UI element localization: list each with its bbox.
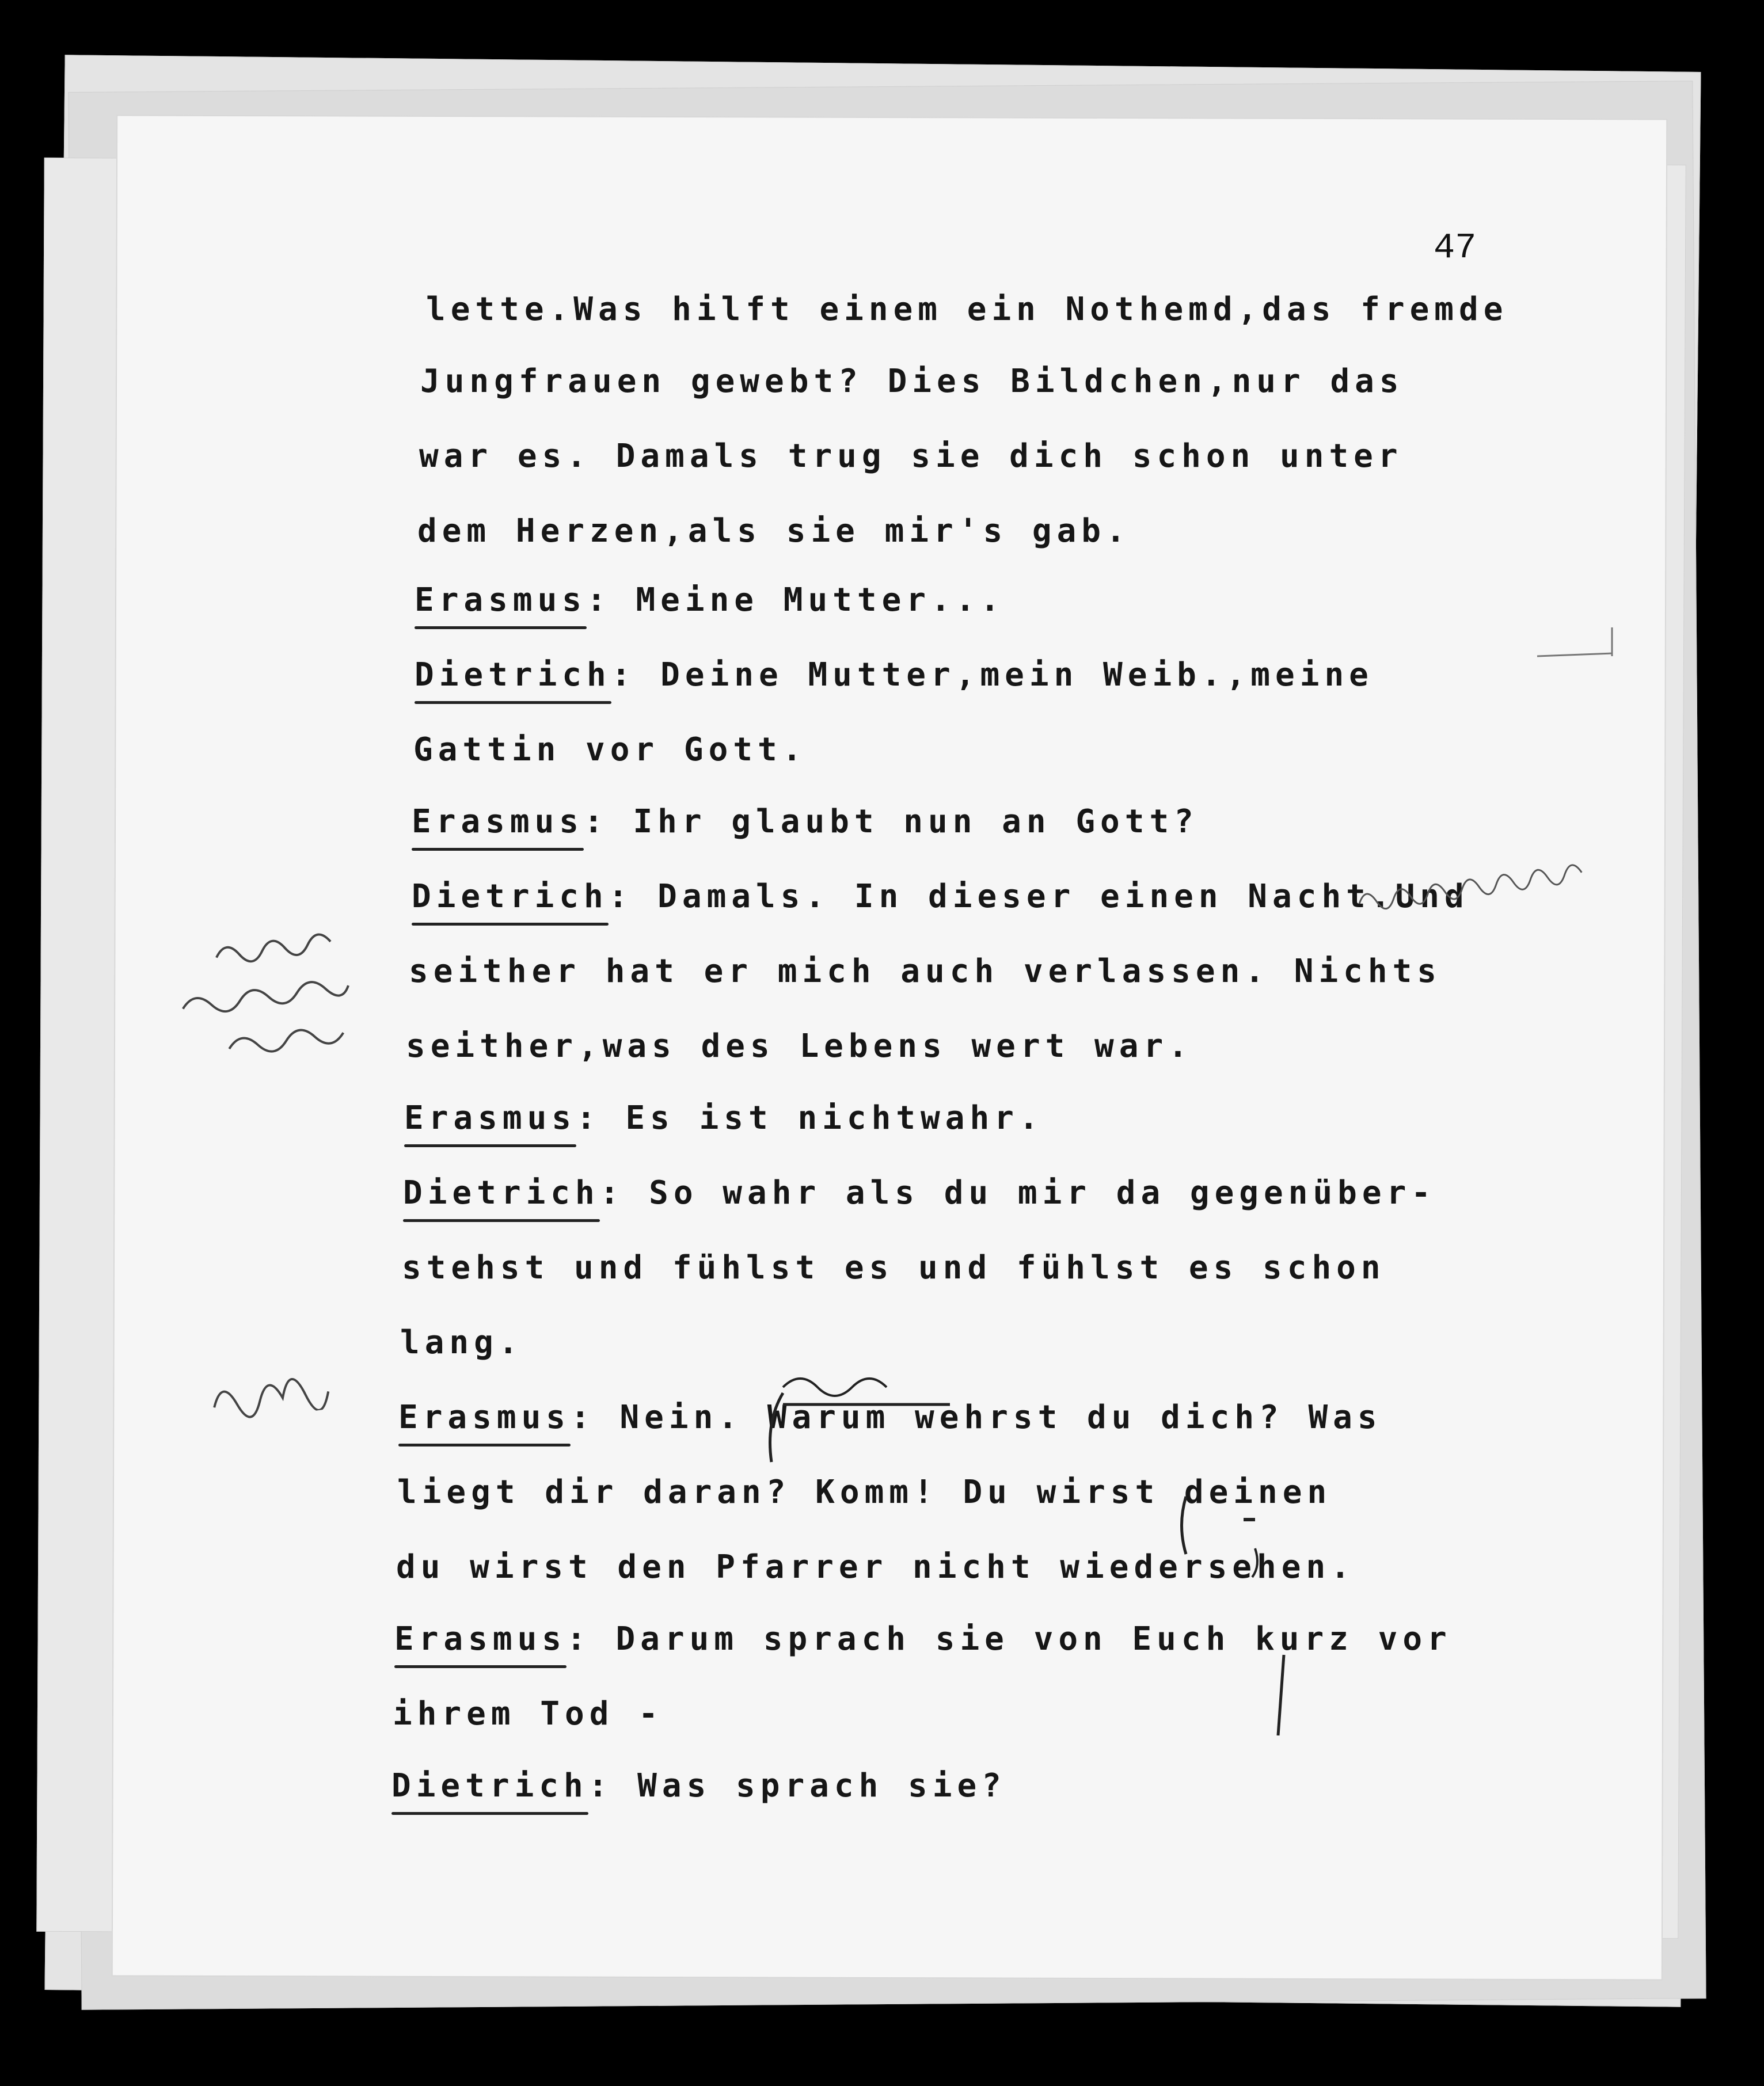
text-line — [393, 1695, 663, 1733]
speaker-name: Erasmus — [394, 1620, 567, 1658]
text-line — [420, 363, 1404, 400]
text-line — [415, 581, 1005, 619]
speaker-name: Erasmus — [415, 581, 587, 619]
handwritten-insertion-mark — [760, 1370, 967, 1471]
text-line — [404, 1099, 1044, 1137]
line-text: liegt dir daran? Komm! Du wirst deinen — [397, 1474, 1332, 1511]
text-line — [400, 1324, 523, 1361]
handwritten-slash — [1267, 1649, 1301, 1744]
text-line — [417, 512, 1131, 550]
speaker-name: Dietrich — [403, 1174, 600, 1212]
line-text: stehst und fühlst es und fühlst es schon — [402, 1249, 1386, 1286]
line-text: seither hat er mich auch verlassen. Nichts — [409, 953, 1442, 990]
line-text: Jungfrauen gewebt? Dies Bildchen,nur das — [420, 363, 1404, 400]
speaker-name: Dietrich — [412, 878, 609, 915]
text-line — [419, 437, 1403, 475]
margin-handwriting-note — [162, 913, 390, 1109]
text-line — [402, 1249, 1386, 1286]
text-line — [415, 656, 1374, 694]
line-text: Gattin vor Gott. — [413, 731, 807, 768]
line-text: du wirst den Pfarrer nicht wiedersehen. — [396, 1548, 1355, 1586]
line-text: : Ihr glaubt nun an Gott? — [584, 803, 1199, 840]
line-text: : So wahr als du mir da gegenüber- — [599, 1174, 1436, 1212]
line-text: seither,was des Lebens wert war. — [406, 1027, 1193, 1065]
line-text: : Deine Mutter,mein Weib.,meine — [611, 656, 1374, 694]
line-text: dem Herzen,als sie mir's gab. — [417, 512, 1131, 550]
speaker-name: Dietrich — [391, 1767, 588, 1805]
text-line — [426, 291, 1508, 328]
line-text: : Damals. In dieser einen Nacht.Und — [608, 878, 1469, 915]
handwritten-bracket — [1174, 1491, 1267, 1609]
text-line — [403, 1174, 1436, 1212]
text-line — [413, 731, 807, 768]
line-text: ihrem Tod - — [393, 1695, 663, 1733]
speaker-name: Erasmus — [412, 803, 584, 840]
line-text: lang. — [400, 1324, 523, 1361]
text-line — [391, 1767, 1006, 1805]
line-text: : Was sprach sie? — [588, 1767, 1006, 1805]
speaker-name: Erasmus — [398, 1399, 571, 1436]
line-text: lette.Was hilft einem ein Nothemd,das fremde — [426, 291, 1508, 328]
line-text: : Es ist nichtwahr. — [576, 1099, 1044, 1137]
page-number: 47 — [1434, 227, 1477, 268]
line-text: : Darum sprach sie von Euch kurz vor — [567, 1620, 1452, 1658]
text-line — [409, 953, 1442, 990]
text-line — [406, 1027, 1193, 1065]
speaker-name: Dietrich — [415, 656, 611, 694]
text-line — [412, 803, 1199, 840]
line-text: : Meine Mutter... — [587, 581, 1005, 619]
margin-stroke — [1531, 622, 1624, 676]
speaker-name: Erasmus — [404, 1099, 577, 1137]
line-text: war es. Damals trug sie dich schon unter — [419, 437, 1403, 475]
text-line — [412, 878, 1469, 915]
line-text: : Nein. Warum wehrst du dich? Was — [571, 1399, 1382, 1436]
